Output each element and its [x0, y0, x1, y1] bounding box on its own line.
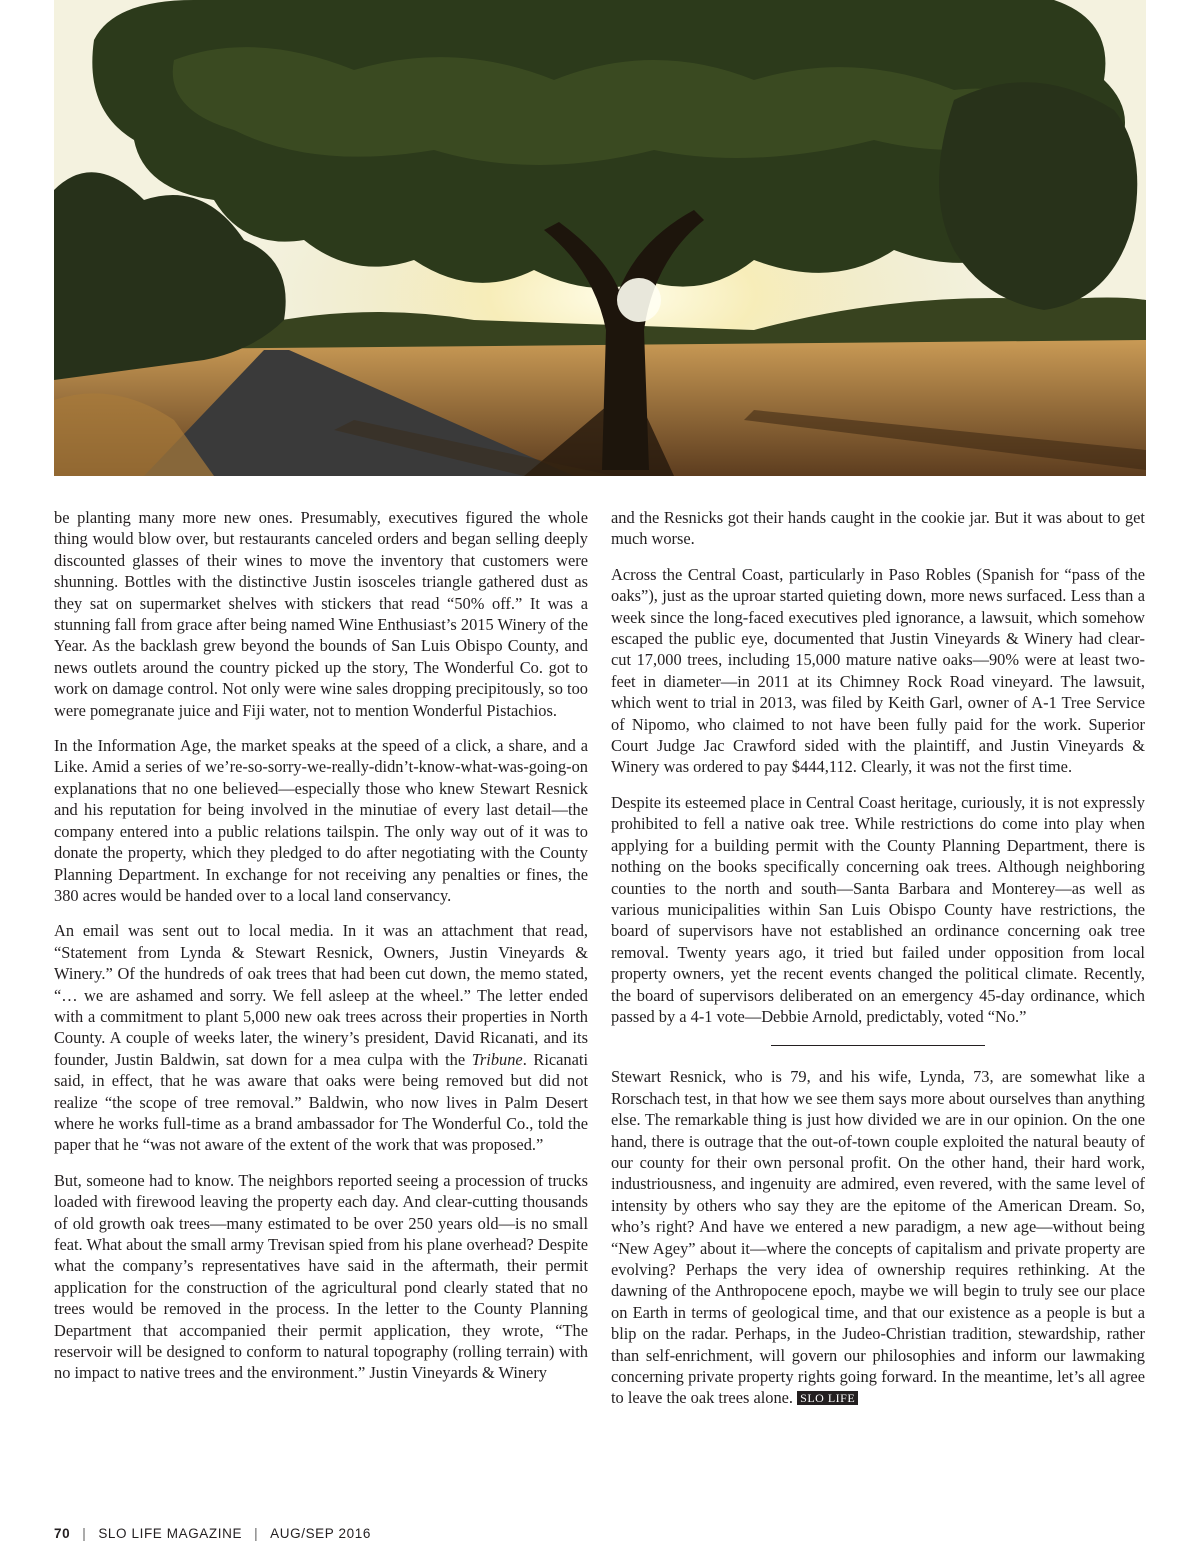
body-paragraph: be planting many more new ones. Presumably, executives figured the whole thing would blow over, but restaurants canceled orders and began selling deeply discounted glasses of their wines to move the inventory that customers were shunning. Bottles with the distinctive Justin isosceles triangle gathered dust as they sat on supermarket shelves with stickers that read “50% off.” It was a stunning fall from grace after being named Wine Enthusiast’s 2015 Winery of the Year. As the backlash grew beyond the bounds of San Luis Obispo County, and news outlets around the country picked up the story, The Wonderful Co. got to work on damage control. Not only were wine sales dropping precipitously, so too were pomegranate juice and Fiji water, not to mention Wonderful Pistachios. — [54, 508, 588, 720]
body-paragraph: Despite its esteemed place in Central Coast heritage, curiously, it is not expressly prohibited to fell a native oak tree. While restrictions do come into play when applying for a building permit with the County Planning Department, there is nothing on the books specifically concerning oak trees. Although neighboring counties to the north and south—Santa Barbara and Monterey—as well as various municipalities within San Luis Obispo County have restrictions, the board of supervisors have not established an ordinance concerning oak tree removal. Twenty years ago, it tried but failed under opposition from local property owners, yet the recent events changed the political climate. Recently, the board of supervisors deliberated on an emergency 45-day ordinance, which passed by a 4-1 vote—Debbie Arnold, predictably, voted “No.” — [611, 792, 1145, 1026]
body-text: An email was sent out to local media. In it was an attachment that read, “Statement from Lynda & Stewart Resnick, Owners, Justin Vineyards & Winery.” Of the hundreds of oak trees that had been cut down, the memo stated, “… we are ashamed and sorry. We fell asleep at the wheel.” The letter ended with a commitment to plant 5,000 new oak trees across their properties in North County. A couple of weeks later, the winery’s president, David Ricanati, and its founder, Justin Baldwin, sat down for a mea culpa with the — [54, 921, 588, 1069]
body-paragraph: Across the Central Coast, particularly in Paso Robles (Spanish for “pass of the oaks”), just as the uproar started quieting down, more news surfaced. Less than a week since the long-faced executives pled ignorance, a lawsuit, which somehow escaped the public eye, documented that Justin Vineyards & Winery had clear-cut 17,000 trees, including 15,000 mature native oaks—90% were at least two-feet in diameter—in 2011 at its Chimney Rock Road vineyard. The lawsuit, which went to trial in 2013, was filed by Keith Garl, owner of A-1 Tree Service of Nipomo, who claimed to not have been fully paid for the work. Superior Court Judge Jac Crawford sided with the plaintiff, and Justin Vineyards & Winery was ordered to pay $444,112. Clearly, it was not the first time. — [611, 564, 1145, 777]
left-column — [54, 507, 588, 1398]
page-number: 70 — [54, 1526, 71, 1541]
section-divider — [771, 1045, 985, 1046]
right-column — [611, 507, 1145, 1423]
page-footer — [54, 1526, 371, 1541]
publication-name: Tribune — [471, 1049, 523, 1069]
footer-separator: | — [82, 1526, 87, 1541]
end-mark-logo: SLO LIFE — [797, 1391, 858, 1405]
photo-illustration — [54, 0, 1146, 476]
tree-lined-road-sunset-photo — [54, 0, 1146, 476]
body-paragraph — [611, 1066, 1145, 1409]
magazine-name: SLO LIFE MAGAZINE — [98, 1526, 243, 1541]
body-paragraph: But, someone had to know. The neighbors reported seeing a procession of trucks loaded with firewood leaving the property each day. And clear-cutting thousands of old growth oak trees—many estimated to be over 250 years old—is no small feat. What about the small army Trevisan spied from his plane overhead? Despite what the company’s representatives have said in the aftermath, their permit application for the construction of the agricultural pond clearly stated that no trees would be removed in the process. In the letter to the County Planning Department that accompanied their permit application, they wrote, “The reservoir will be designed to conform to natural topography (rolling terrain) with no impact to native trees and the environment.” Justin Vineyards & Winery — [54, 1170, 588, 1383]
body-paragraph: In the Information Age, the market speaks at the speed of a click, a share, and a Like. Amid a series of we’re-so-sorry-we-really-didn’t-know-what-was-going-on explanations that no one believed—especially those who knew Stewart Resnick and his reputation for being involved in the minutiae of every last detail—the company entered into a public relations tailspin. The only way out of it was to donate the property, which they pledged to do after negotiating with the County Planning Department. In exchange for not receiving any penalties or fines, the 380 acres would be handed over to a local land conservancy. — [54, 736, 588, 905]
body-paragraph: and the Resnicks got their hands caught in the cookie jar. But it was about to get much worse. — [611, 508, 1145, 549]
footer-separator: | — [254, 1526, 259, 1541]
body-text: . Ricanati said, in effect, that he was aware that oaks were being removed but did not realize “the scope of tree removal.” Baldwin, who now lives in Palm Desert where he works full-time as a brand ambassador for The Wonderful Co., told the paper that he “was not aware of the extent of the work that was proposed.” — [54, 1049, 588, 1155]
body-paragraph — [54, 920, 588, 1155]
body-text: Stewart Resnick, who is 79, and his wife, Lynda, 73, are somewhat like a Rorschach test, in that how we see them says more about ourselves than anything else. The remarkable thing is just how divided we are in our opinion. On the one hand, there is outrage that the out-of-town couple exploited the natural beauty of our county for their own personal profit. On the other hand, their hard work, industriousness, and ingenuity are admired, even revered, with the same level of intensity by others who say they are the epitome of the American Dream. So, who’s right? And have we entered a new paradigm, a new age—without being “New Agey” about it—where the concepts of capitalism and private property are evolving? Perhaps the very idea of ownership requires rethinking. At the dawning of the Anthropocene epoch, maybe we will begin to truly see our place on Earth in terms of geological time, and that our existence as a people is but a blip on the radar. Perhaps, in the Judeo-Christian tradition, stewardship, rather than self-enrichment, will govern our philosophies and inform our lawmaking concerning private property rights going forward. In the meantime, let’s all agree to leave the oak trees alone. — [611, 1067, 1145, 1408]
issue-date: AUG/SEP 2016 — [270, 1526, 371, 1541]
